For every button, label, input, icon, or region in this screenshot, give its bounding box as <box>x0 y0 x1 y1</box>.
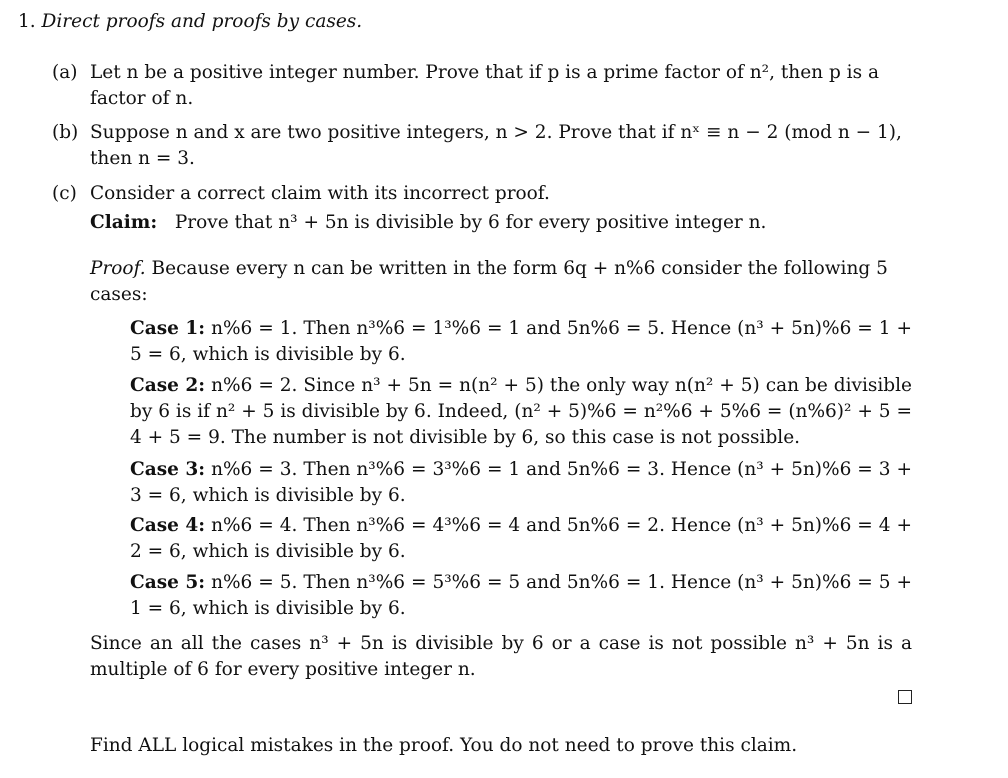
proof-conclusion: Since an all the cases n³ + 5n is divisible by 6 or a case is not possible n³ + 5n is a multiple of 6 for every positive integer n. <box>90 633 912 680</box>
part-b-label: (b) <box>52 122 79 143</box>
part-b-line1: Suppose n and x are two positive integers, n > 2. Prove that if nˣ ≡ n − 2 (mod n − 1), <box>90 122 902 143</box>
problem-number: 1. <box>18 11 36 32</box>
part-c-label: (c) <box>52 183 77 204</box>
claim-line <box>90 210 922 236</box>
part-b-line2: then n = 3. <box>90 148 195 169</box>
proof-intro-line1: Because every n can be written in the form 6q + n%6 consider the following 5 <box>151 258 888 279</box>
part-a-line2: factor of n. <box>90 88 194 109</box>
part-a-line1: Let n be a positive integer number. Prove that if p is a prime factor of n², then p is a <box>90 62 879 83</box>
part-b <box>52 120 922 172</box>
part-a <box>52 60 922 112</box>
case-text: n%6 = 1. Then n³%6 = 1³%6 = 1 and 5n%6 = 5. Hence (n³ + 5n)%6 = 1 + 5 = 6, which is divisible by 6. <box>130 318 912 365</box>
proof-intro <box>90 256 912 308</box>
part-a-label: (a) <box>52 62 78 83</box>
proof-label: Proof. <box>90 258 146 279</box>
claim-label: Claim: <box>90 212 158 233</box>
problem-heading <box>18 9 362 35</box>
problem-title: Direct proofs and proofs by cases. <box>41 11 363 32</box>
part-c <box>52 181 922 236</box>
case-5 <box>130 570 912 622</box>
case-2 <box>130 373 912 451</box>
case-1 <box>130 316 912 368</box>
part-c-intro: Consider a correct claim with its incorrect proof. <box>90 183 550 204</box>
qed-box-icon <box>898 690 912 704</box>
case-3 <box>130 457 912 509</box>
claim-text: Prove that n³ + 5n is divisible by 6 for every positive integer n. <box>174 212 767 233</box>
case-text: n%6 = 2. Since n³ + 5n = n(n² + 5) the only way n(n² + 5) can be divisible by 6 is if n² + 5 is divisible by 6. Indeed, (n² + 5)%6 = n²%6 + 5%6 = (n%6)² + 5 = 4 + 5 = 9. The number is not divisible by 6, so this case is not possible. <box>130 375 912 448</box>
case-text: n%6 = 4. Then n³%6 = 4³%6 = 4 and 5n%6 = 2. Hence (n³ + 5n)%6 = 4 + 2 = 6, which is divisible by 6. <box>130 515 912 562</box>
case-label: Case 1: <box>130 318 206 339</box>
case-label: Case 4: <box>130 515 206 536</box>
case-label: Case 3: <box>130 459 206 480</box>
case-label: Case 5: <box>130 572 206 593</box>
case-text: n%6 = 3. Then n³%6 = 3³%6 = 1 and 5n%6 = 3. Hence (n³ + 5n)%6 = 3 + 3 = 6, which is divisible by 6. <box>130 459 912 506</box>
case-4 <box>130 513 912 565</box>
case-label: Case 2: <box>130 375 206 396</box>
task-instruction: Find ALL logical mistakes in the proof. You do not need to prove this claim. <box>90 735 798 756</box>
proof-intro-line2: cases: <box>90 284 148 305</box>
case-text: n%6 = 5. Then n³%6 = 5³%6 = 5 and 5n%6 = 1. Hence (n³ + 5n)%6 = 5 + 1 = 6, which is divisible by 6. <box>130 572 912 619</box>
